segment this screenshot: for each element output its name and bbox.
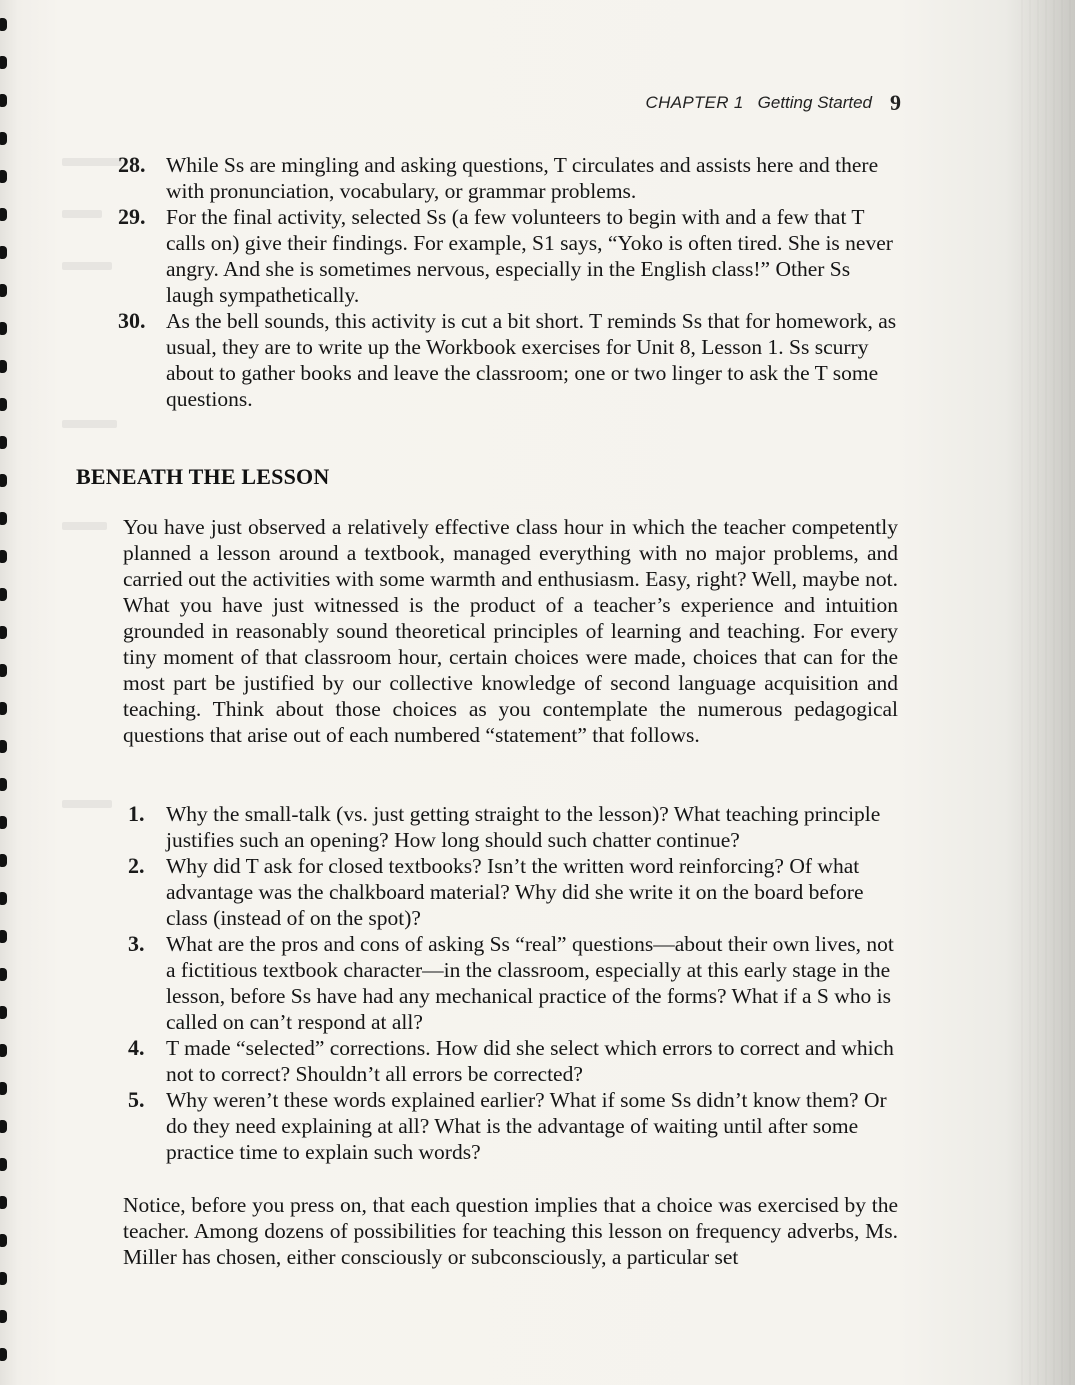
chapter-title: Getting Started <box>757 93 872 112</box>
question-text: What are the pros and cons of asking Ss “real” questions—about their own lives, not a fictitious textbook character—in the classroom, especially at this early stage in the lesson, before Ss have had any mechanical practice of the forms? What if a S who is called on can’t respond at all? <box>166 932 894 1034</box>
item-number: 28. <box>118 152 146 177</box>
question-number: 5. <box>128 1087 145 1112</box>
intro-paragraph: You have just observed a relatively effective class hour in which the teacher competently planned a lesson around a textbook, managed everything with no major problems, and carried out the activities with some warmth and enthusiasm. Easy, right? Well, maybe not. What you have just witnessed is the product of a teacher’s experience and intuition grounded in reasonably sound theoretical principles of learning and teaching. For every tiny moment of that classroom hour, certain choices were made, choices that can for the most part be justified by our collective knowledge of second language acquisition and teaching. Think about those choices as you contemplate the numerous pedagogical questions that arise out of each numbered “statement” that follows. <box>123 515 898 747</box>
procedure-item <box>118 308 903 412</box>
bleed-through-mark <box>62 522 107 530</box>
question-item <box>128 853 898 931</box>
running-header <box>0 88 901 114</box>
item-number: 29. <box>118 204 146 229</box>
question-number: 4. <box>128 1035 145 1060</box>
question-text: Why the small-talk (vs. just getting straight to the lesson)? What teaching principle justifies such an opening? How long should such chatter continue? <box>166 802 881 852</box>
question-text: Why did T ask for closed textbooks? Isn’t the written word reinforcing? Of what advantage was the chalkboard material? Why did she write it on the board before class (instead of on the spot)? <box>166 854 864 930</box>
bleed-through-mark <box>62 420 117 428</box>
item-text: As the bell sounds, this activity is cut a bit short. T reminds Ss that for homework, as usual, they are to write up the Workbook exercises for Unit 8, Lesson 1. Ss scurry about to gather books and leave the classroom; one or two linger to ask the T some questions. <box>166 309 897 411</box>
bleed-through-mark <box>62 262 112 270</box>
spiral-binding <box>0 18 12 1378</box>
question-item <box>128 931 898 1035</box>
item-text: While Ss are mingling and asking questions, T circulates and assists here and there with pronunciation, vocabulary, or grammar problems. <box>166 153 879 203</box>
question-item <box>128 1035 898 1087</box>
bleed-through-mark <box>62 210 102 218</box>
question-text: T made “selected” corrections. How did she select which errors to correct and which not to correct? Shouldn’t all errors be corrected? <box>166 1036 894 1086</box>
procedure-item <box>118 152 903 204</box>
item-number: 30. <box>118 308 146 333</box>
question-item <box>128 801 898 853</box>
section-heading: BENEATH THE LESSON <box>76 464 330 489</box>
question-list <box>128 801 898 1165</box>
page-edge <box>1015 0 1075 1385</box>
question-text: Why weren’t these words explained earlier? What if some Ss didn’t know them? Or do they need explaining at all? What is the advantage of waiting until after some practice time to explain such words? <box>166 1088 887 1164</box>
question-number: 2. <box>128 853 145 878</box>
procedure-list <box>118 152 903 412</box>
question-number: 3. <box>128 931 145 956</box>
chapter-label: CHAPTER 1 <box>645 93 744 112</box>
bleed-through-mark <box>62 158 122 166</box>
item-text: For the final activity, selected Ss (a few volunteers to begin with and a few that T calls on) give their findings. For example, S1 says, “Yoko is often tired. She is never angry. And she is sometimes nervous, especially in the English class!” Other Ss laugh sympathetically. <box>166 205 893 307</box>
closing-paragraph: Notice, before you press on, that each question implies that a choice was exercised by the teacher. Among dozens of possibilities for teaching this lesson on frequency adverbs, Ms. Miller has chosen, either consciously or subconsciously, a particular set <box>123 1193 898 1269</box>
question-item <box>128 1087 898 1165</box>
page-number: 9 <box>890 90 901 115</box>
procedure-item <box>118 204 903 308</box>
bleed-through-mark <box>62 800 112 808</box>
question-number: 1. <box>128 801 145 826</box>
